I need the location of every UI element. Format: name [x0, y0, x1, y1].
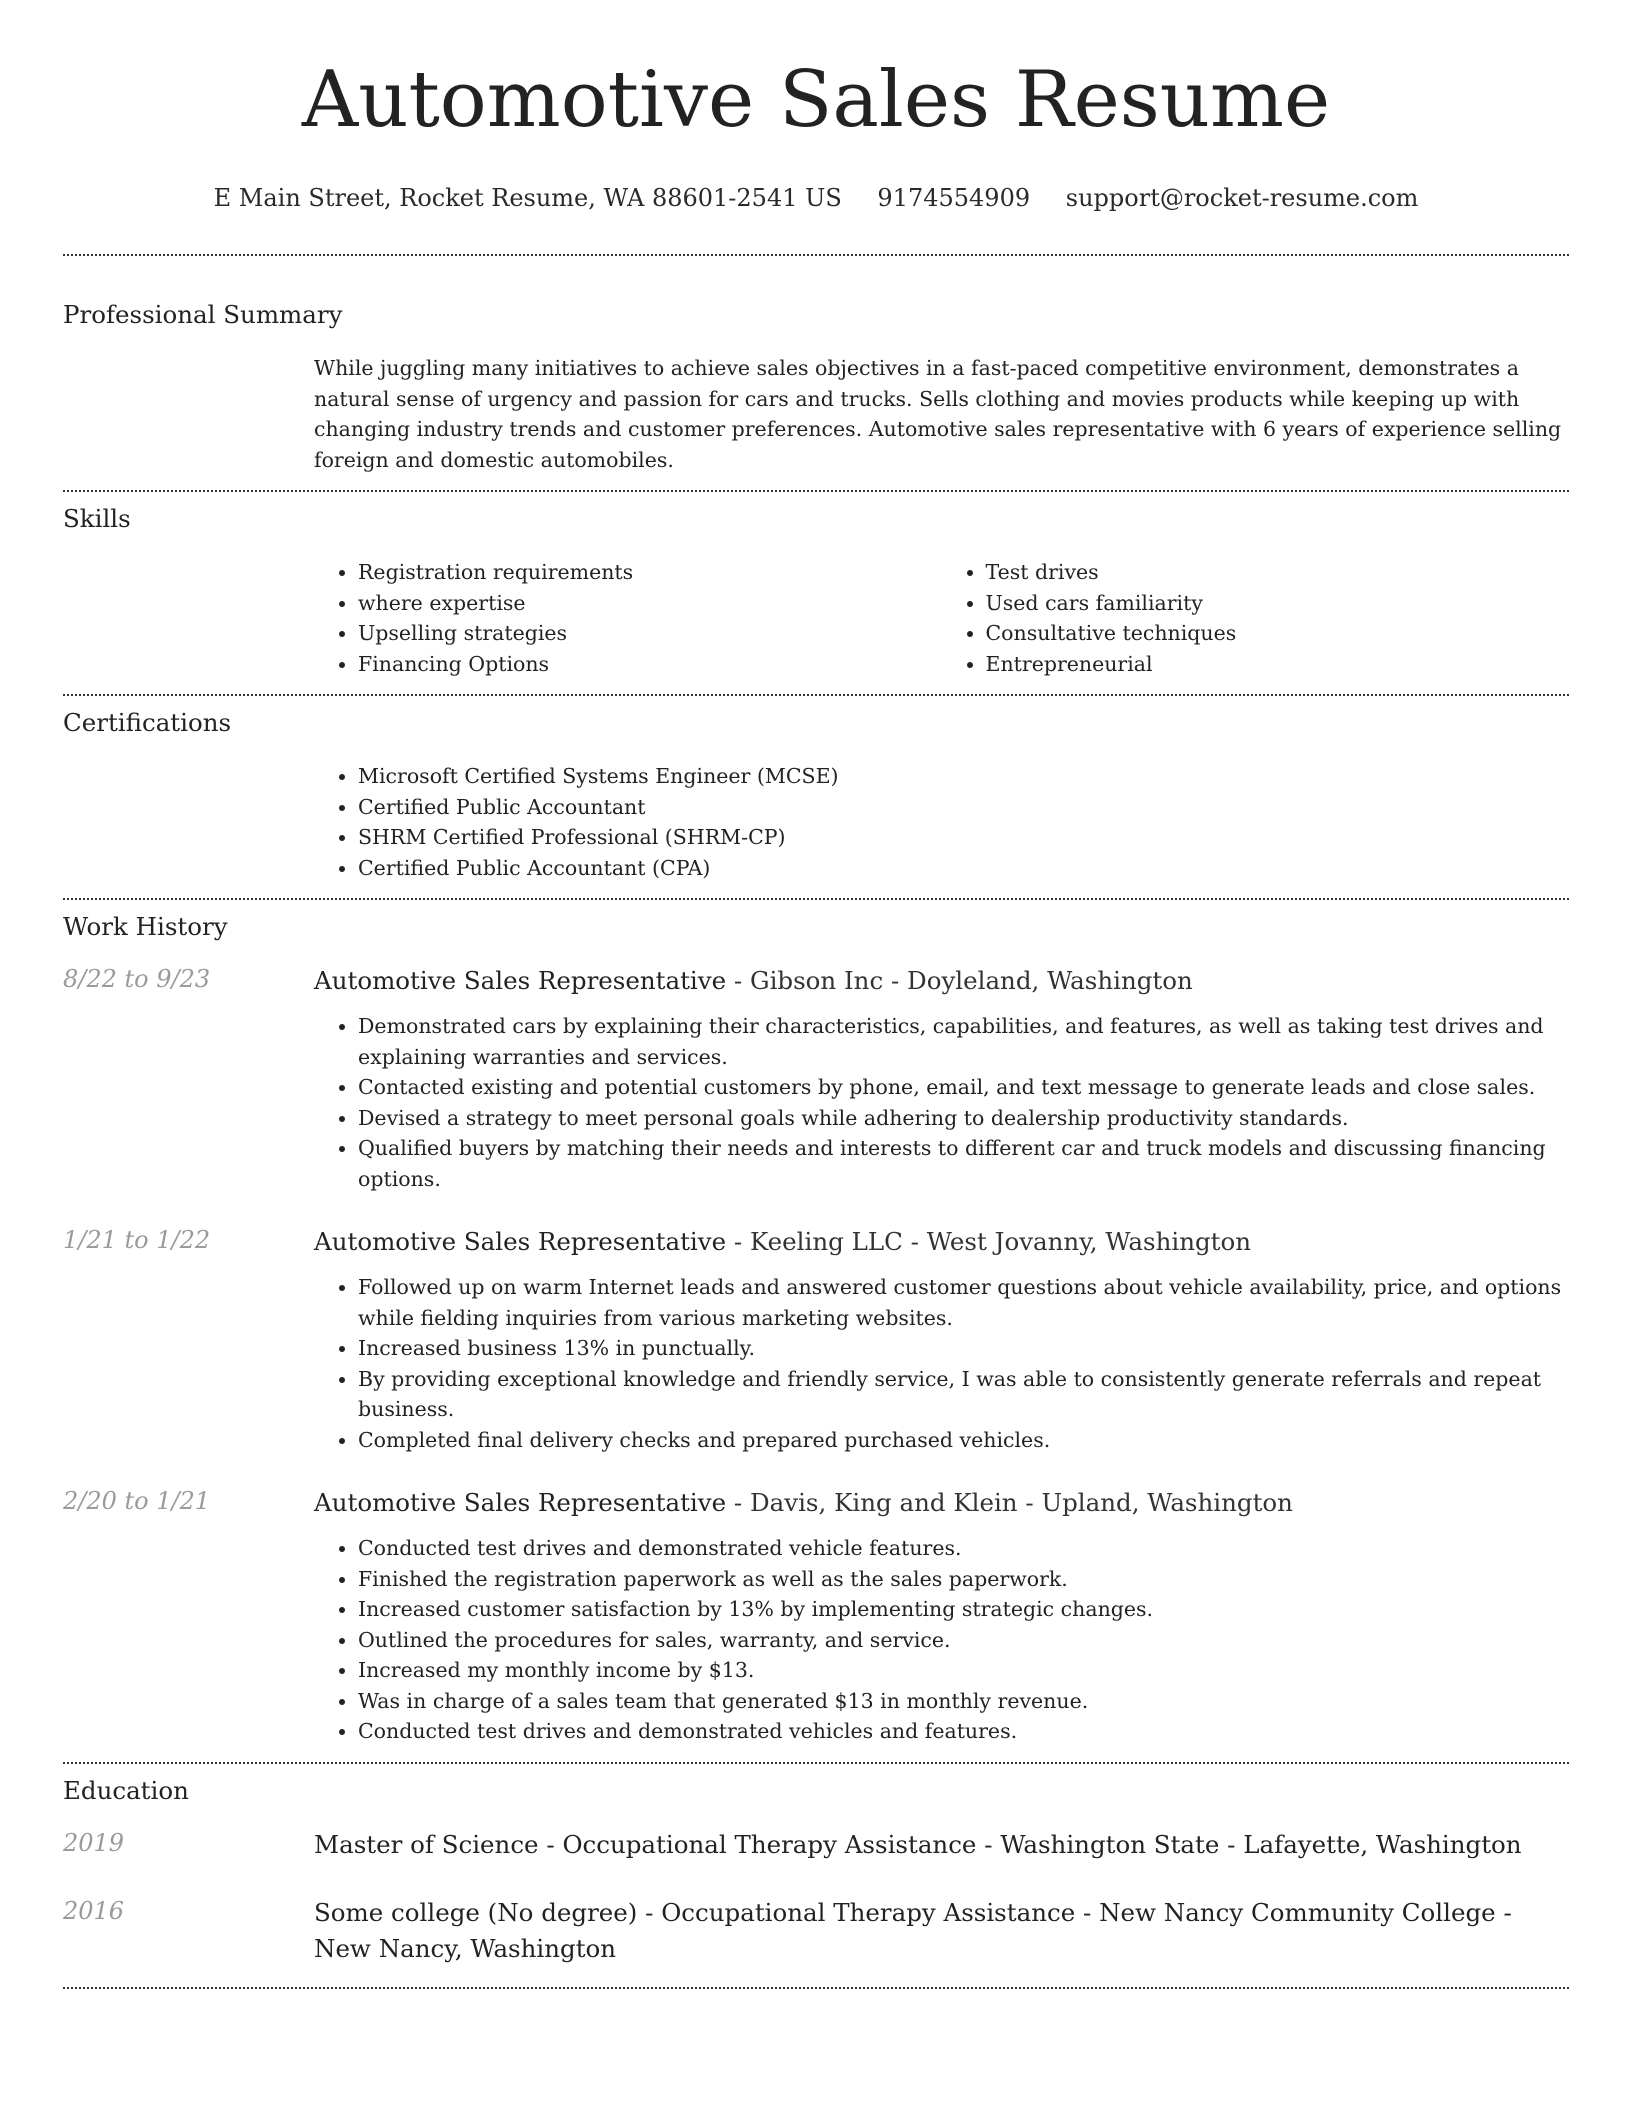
job-company: Gibson Inc: [750, 966, 884, 995]
job-title: Automotive Sales Representative: [314, 1227, 727, 1256]
education-school: New Nancy Community College: [1099, 1897, 1496, 1927]
section-divider: [63, 898, 1569, 900]
job-bullets: [314, 1533, 1569, 1747]
job-entry: [63, 1224, 1569, 1455]
list-item: • Conducted test drives and demonstrated vehicle features.: [358, 1533, 1569, 1564]
job-dates: 8/22 to 9/23: [63, 965, 211, 993]
section-heading-certifications: Certifications: [63, 708, 232, 737]
section-heading-work-history: Work History: [63, 912, 228, 941]
job-title: Automotive Sales Representative: [314, 966, 727, 995]
job-bullets: [314, 1272, 1569, 1455]
job-location: Doyleland, Washington: [907, 966, 1193, 995]
education-location: New Nancy, Washington: [314, 1933, 617, 1963]
list-item: • Used cars familiarity: [986, 588, 1570, 619]
education-degree: Some college (No degree): [314, 1897, 638, 1927]
section-divider: [63, 254, 1569, 256]
job-bullets: [314, 1011, 1569, 1194]
list-item: • Increased customer satisfaction by 13% by implementing strategic changes.: [358, 1594, 1569, 1625]
list-item: • SHRM Certified Professional (SHRM-CP): [358, 822, 1569, 853]
job-heading: Automotive Sales Representative - Keeling LLC - West Jovanny, Washington: [314, 1227, 1252, 1256]
certifications-list: [314, 761, 1569, 883]
education-degree: Master of Science: [314, 1829, 539, 1859]
list-item: • Entrepreneurial: [986, 649, 1570, 680]
education-school: Washington State: [1000, 1829, 1220, 1859]
section-heading-skills: Skills: [63, 504, 131, 533]
list-item: • Outlined the procedures for sales, warranty, and service.: [358, 1625, 1569, 1656]
list-item: • Was in charge of a sales team that generated $13 in monthly revenue.: [358, 1686, 1569, 1717]
education-entry: [63, 1827, 1569, 1863]
job-entry: [63, 1485, 1569, 1747]
list-item: • Increased business 13% in punctually.: [358, 1333, 1569, 1364]
job-dates: 1/21 to 1/22: [63, 1226, 211, 1254]
list-item: • Consultative techniques: [986, 618, 1570, 649]
list-item: • Increased my monthly income by $13.: [358, 1655, 1569, 1686]
education-section: [63, 1775, 1569, 1967]
contact-phone: 9174554909: [877, 184, 1031, 212]
section-divider: [63, 490, 1569, 492]
job-heading: Automotive Sales Representative - Davis, King and Klein - Upland, Washington: [314, 1488, 1293, 1517]
job-title: Automotive Sales Representative: [314, 1488, 727, 1517]
education-field: Occupational Therapy Assistance: [661, 1897, 1076, 1927]
list-item: • Contacted existing and potential customers by phone, email, and text message to generate leads and close sales.: [358, 1072, 1569, 1103]
job-location: Upland, Washington: [1041, 1488, 1293, 1517]
contact-email: support@rocket-resume.com: [1065, 184, 1419, 212]
list-item: • Upselling strategies: [358, 618, 942, 649]
section-heading-summary: Professional Summary: [63, 300, 343, 329]
job-entry: [63, 963, 1569, 1194]
education-year: 2019: [63, 1828, 125, 1857]
contact-line: [63, 182, 1569, 214]
skills-list: [314, 557, 1569, 679]
list-item: • Certified Public Accountant (CPA): [358, 853, 1569, 884]
job-company: Davis, King and Klein: [750, 1488, 1018, 1517]
skills-column-left: [314, 557, 942, 679]
list-item: • Demonstrated cars by explaining their characteristics, capabilities, and features, as well as taking test drives and explaining warranties and services.: [358, 1011, 1569, 1072]
list-item: • Microsoft Certified Systems Engineer (MCSE): [358, 761, 1569, 792]
skills-section: [63, 503, 1569, 679]
job-heading: Automotive Sales Representative - Gibson Inc - Doyleland, Washington: [314, 966, 1193, 995]
education-field: Occupational Therapy Assistance: [562, 1829, 977, 1859]
job-dates: 2/20 to 1/21: [63, 1487, 211, 1515]
education-year: 2016: [63, 1896, 125, 1925]
resume-title: Automotive Sales Resume: [301, 55, 1331, 145]
list-item: • Devised a strategy to meet personal goals while adhering to dealership productivity standards.: [358, 1103, 1569, 1134]
summary-section: [63, 299, 1569, 475]
list-item: • Financing Options: [358, 649, 942, 680]
certifications-section: [63, 707, 1569, 883]
section-heading-education: Education: [63, 1775, 189, 1805]
section-divider: [63, 1987, 1569, 1989]
list-item: • Followed up on warm Internet leads and answered customer questions about vehicle availability, price, and options while fielding inquiries from various marketing websites.: [358, 1272, 1569, 1333]
summary-text: While juggling many initiatives to achieve sales objectives in a fast-paced competitive environment, demonstrates a natural sense of urgency and passion for cars and trucks. Sells clothing and movies products while keeping up with changing industry trends and customer preferences. Automotive sales representative with 6 years of experience selling foreign and domestic automobiles.: [314, 356, 1562, 472]
education-heading: Master of Science - Occupational Therapy Assistance - Washington State - Lafayette, Washington: [314, 1829, 1522, 1859]
education-heading: Some college (No degree) - Occupational Therapy Assistance - New Nancy Community College - New Nancy, Washington: [314, 1897, 1512, 1963]
contact-address: E Main Street, Rocket Resume, WA 88601-2541 US: [213, 184, 842, 212]
education-entry: [63, 1895, 1569, 1967]
education-location: Lafayette, Washington: [1243, 1829, 1522, 1859]
skills-column-right: [942, 557, 1570, 679]
list-item: • By providing exceptional knowledge and friendly service, I was able to consistently generate referrals and repeat business.: [358, 1364, 1569, 1425]
job-company: Keeling LLC: [750, 1227, 903, 1256]
section-divider: [63, 694, 1569, 696]
job-location: West Jovanny, Washington: [926, 1227, 1252, 1256]
list-item: • Registration requirements: [358, 557, 942, 588]
list-item: • Qualified buyers by matching their needs and interests to different car and truck models and discussing financing options.: [358, 1133, 1569, 1194]
list-item: • Completed final delivery checks and prepared purchased vehicles.: [358, 1425, 1569, 1456]
list-item: • Conducted test drives and demonstrated vehicles and features.: [358, 1716, 1569, 1747]
section-divider: [63, 1762, 1569, 1764]
list-item: • Finished the registration paperwork as well as the sales paperwork.: [358, 1564, 1569, 1595]
list-item: • Certified Public Accountant: [358, 792, 1569, 823]
list-item: • Test drives: [986, 557, 1570, 588]
list-item: • where expertise: [358, 588, 942, 619]
work-history-section: [63, 911, 1569, 1747]
